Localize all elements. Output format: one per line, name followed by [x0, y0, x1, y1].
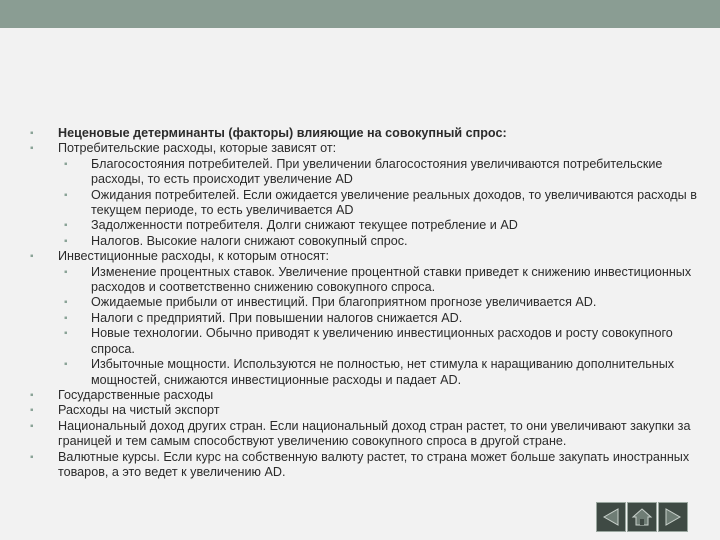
item-text: Налоги с предприятий. При повышении налогов снижается AD.: [91, 310, 463, 325]
item-text: Новые технологии. Обычно приводят к увеличению инвестиционных расходов и росту совокупного спроса.: [91, 326, 673, 356]
list-item: [28, 311, 700, 326]
list-item: [28, 157, 700, 188]
bullet-icon: ▪: [64, 220, 68, 232]
bullet-icon: ▪: [30, 420, 34, 432]
bullet-icon: ▪: [64, 297, 68, 309]
list-item: [28, 403, 700, 418]
home-button[interactable]: [627, 502, 657, 532]
bullet-icon: ▪: [30, 251, 34, 263]
bullet-icon: ▪: [30, 389, 34, 401]
list-item: [28, 188, 700, 219]
bullet-icon: ▪: [64, 359, 68, 371]
list-item: [28, 141, 700, 156]
list-item: [28, 234, 700, 249]
item-text: Валютные курсы. Если курс на собственную валюту растет, то страна может больше закупать иностранных товаров, а это ведет к увеличению AD.: [58, 449, 690, 479]
top-accent-bar: [0, 0, 720, 28]
triangle-right-icon: [662, 506, 684, 528]
item-text: Государственные расходы: [58, 387, 214, 402]
bullet-icon: ▪: [30, 128, 34, 139]
item-text: Расходы на чистый экспорт: [58, 403, 220, 418]
item-text: Ожидания потребителей. Если ожидается увеличение реальных доходов, то увеличиваются расходы в текущем периоде, то есть увеличивается AD: [91, 187, 697, 218]
item-text: Потребительские расходы, которые зависят от:: [58, 141, 337, 156]
list-item: [28, 326, 700, 357]
item-text: Изменение процентных ставок. Увеличение процентной ставки приведет к снижению инвестиционных расходов и соответственно снижению совокупного спроса.: [91, 264, 692, 295]
list-item: [28, 295, 700, 310]
bullet-icon: ▪: [30, 143, 34, 155]
list-item: [28, 249, 700, 264]
item-text: Налогов. Высокие налоги снижают совокупный спрос.: [91, 233, 408, 248]
list-item: [28, 419, 700, 450]
item-text: Благосостояния потребителей. При увеличении благосостояния увеличиваются потребительские расходы, то есть происходит увеличение AD: [91, 156, 663, 187]
bullet-icon: ▪: [30, 451, 34, 463]
list-item: [28, 450, 700, 481]
bullet-icon: ▪: [30, 405, 34, 417]
bullet-icon: ▪: [64, 158, 68, 170]
bullet-icon: ▪: [64, 189, 68, 201]
list-item: [28, 265, 700, 296]
previous-slide-button[interactable]: [596, 502, 626, 532]
list-item: [28, 126, 700, 141]
next-slide-button[interactable]: [658, 502, 688, 532]
slide-body: [28, 126, 700, 480]
item-text: Национальный доход других стран. Если национальный доход стран растет, то они увеличивают закупки за границей и тем самым способствуют увеличению совокупного спроса в другой стране.: [58, 418, 691, 449]
item-text: Задолженности потребителя. Долги снижают текущее потребление и AD: [91, 218, 518, 233]
item-text: Инвестиционные расходы, к которым относят:: [58, 249, 330, 264]
bullet-icon: ▪: [64, 266, 68, 278]
item-text: Избыточные мощности. Используются не полностью, нет стимула к наращиванию дополнительных мощностей, снижаются инвестиционные расходы и падает AD.: [91, 357, 675, 387]
house-icon: [631, 506, 653, 528]
triangle-left-icon: [600, 506, 622, 528]
item-text: Неценовые детерминанты (факторы) влияющие на совокупный спрос:: [58, 126, 507, 140]
bullet-icon: ▪: [64, 328, 68, 340]
list-item: [28, 357, 700, 388]
bullet-icon: ▪: [64, 235, 68, 247]
bullet-icon: ▪: [64, 312, 68, 324]
item-text: Ожидаемые прибыли от инвестиций. При благоприятном прогнозе увеличивается AD.: [91, 295, 597, 310]
list-item: [28, 388, 700, 403]
list-item: [28, 218, 700, 233]
